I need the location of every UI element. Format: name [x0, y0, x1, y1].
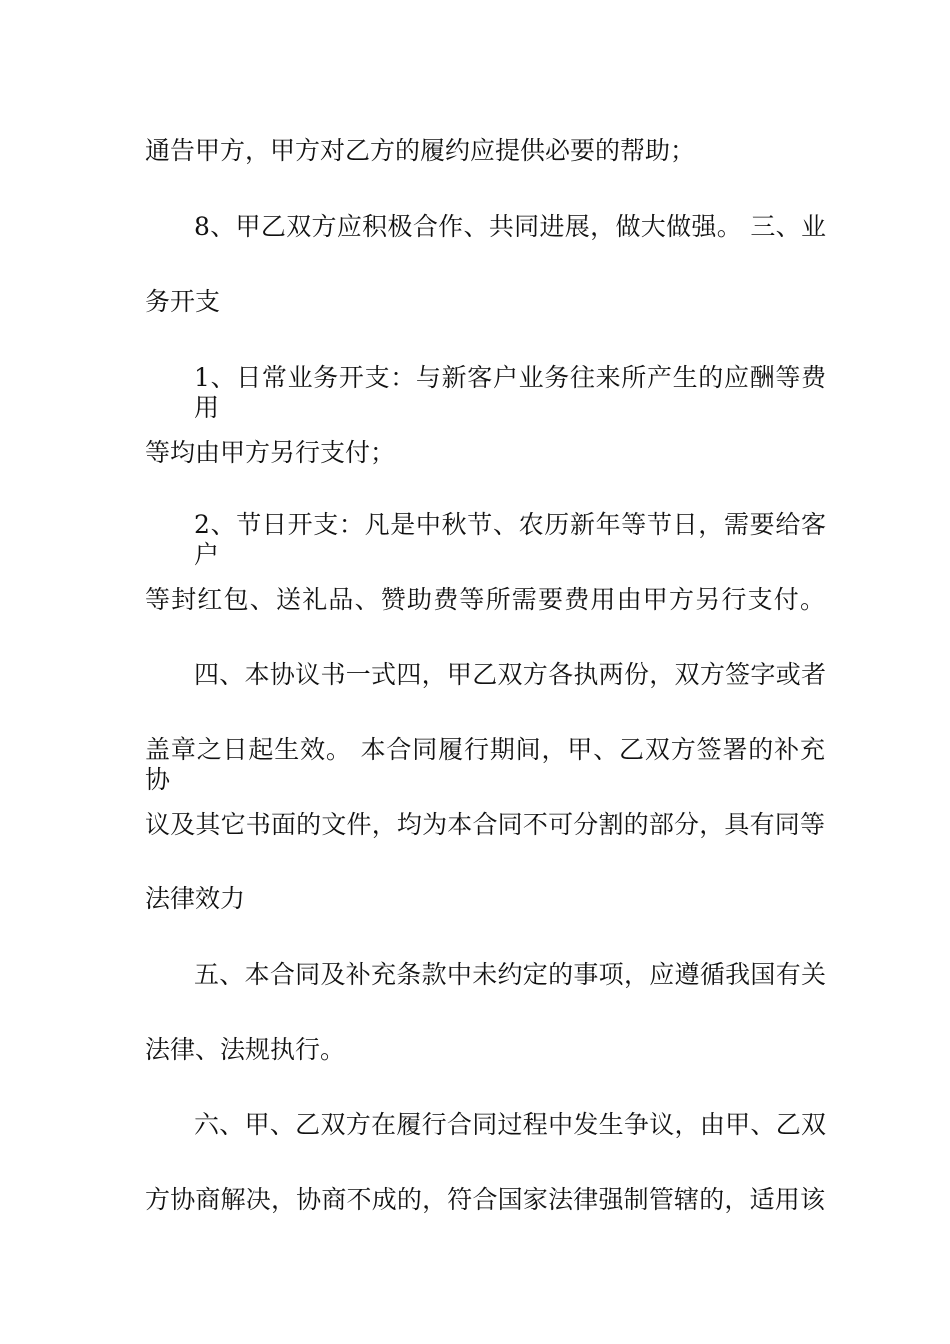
text-line-7: 等封红包、送礼品、赞助费等所需要费用由甲方另行支付。: [145, 585, 825, 614]
text-line-9: 盖章之日起生效。 本合同履行期间，甲、乙双方签署的补充协: [145, 735, 825, 794]
text-line-10: 议及其它书面的文件，均为本合同不可分割的部分，具有同等: [145, 810, 825, 839]
text-line-3: 务开支: [145, 287, 221, 316]
text-line-1: 通告甲方，甲方对乙方的履约应提供必要的帮助；: [145, 136, 696, 165]
text-line-11: 法律效力: [145, 884, 246, 913]
text-line-6: 2、节日开支：凡是中秋节、农历新年等节日，需要给客户: [194, 510, 826, 569]
text-line-5: 等均由甲方另行支付；: [145, 438, 396, 467]
text-line-2: 8、甲乙双方应积极合作、共同进展，做大做强。 三、业: [194, 212, 826, 241]
text-line-14: 六、甲、乙双方在履行合同过程中发生争议，由甲、乙双: [194, 1110, 826, 1139]
text-line-4: 1、日常业务开支：与新客户业务往来所产生的应酬等费用: [194, 363, 826, 422]
text-line-15: 方协商解决，协商不成的，符合国家法律强制管辖的，适用该: [145, 1185, 825, 1214]
text-line-13: 法律、法规执行。: [145, 1035, 346, 1064]
text-line-8: 四、本协议书一式四，甲乙双方各执两份，双方签字或者: [194, 660, 826, 689]
text-line-12: 五、本合同及补充条款中未约定的事项，应遵循我国有关: [194, 960, 826, 989]
